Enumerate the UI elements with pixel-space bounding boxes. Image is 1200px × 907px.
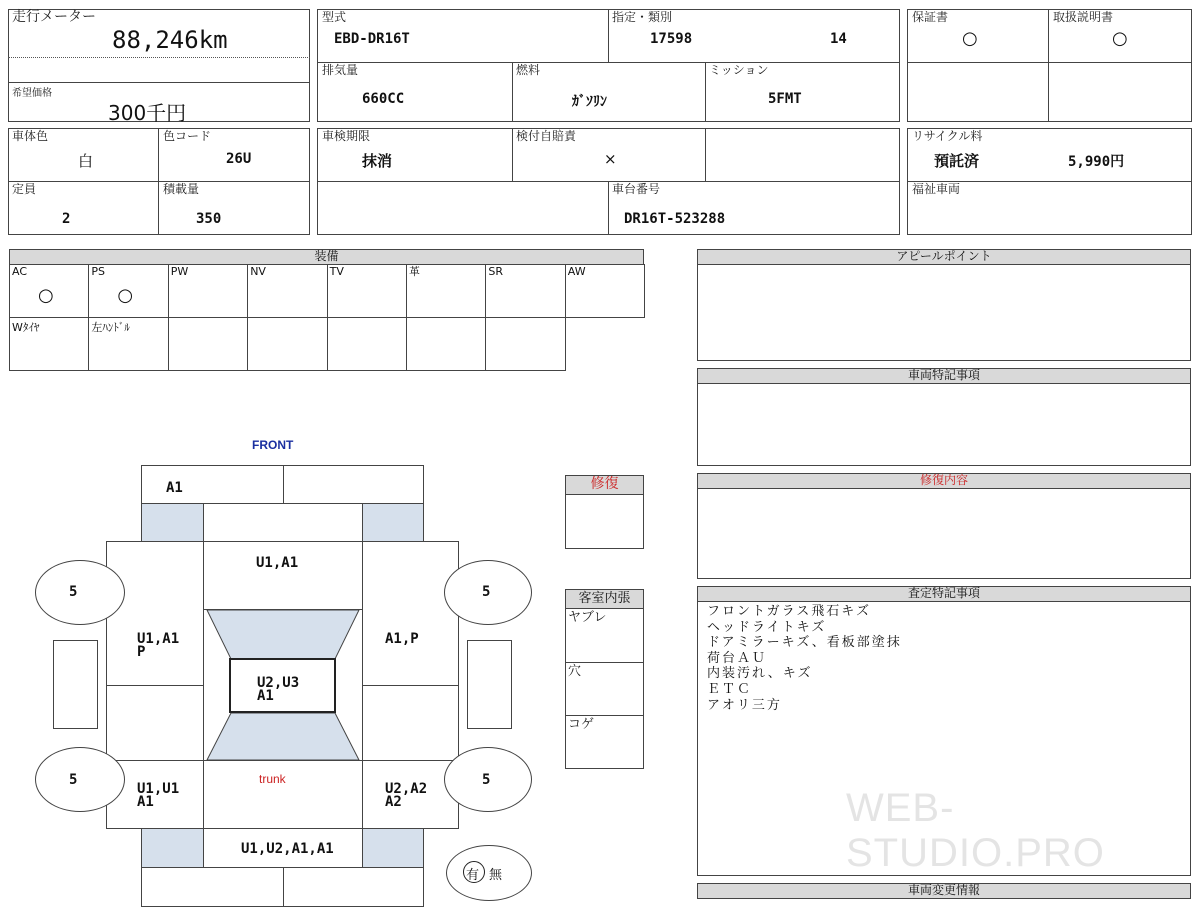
color-code-value: 26U: [226, 151, 252, 167]
capacity-value: 2: [62, 211, 71, 227]
mission-value: 5FMT: [768, 91, 802, 107]
front-bumper-left: [141, 465, 284, 504]
repair-header: 修復: [565, 475, 644, 495]
odometer-value: 88,246km: [112, 26, 228, 54]
equipment-cell-2: [88, 264, 168, 318]
odometer-divider: [8, 57, 310, 58]
equipment-option-label: 左ﾊﾝﾄﾞﾙ: [91, 321, 130, 334]
tire-rl-value: 5: [69, 772, 78, 788]
interior-label-3: コゲ: [568, 717, 595, 732]
special-header: 車両特記事項: [697, 368, 1191, 384]
displacement-value: 660CC: [362, 91, 405, 107]
special-box: [697, 383, 1191, 466]
tire-fl-value: 5: [69, 584, 78, 600]
equipment-cell-8: [565, 264, 645, 318]
interior-header: 客室内張: [565, 589, 644, 609]
assessment-header: 査定特記事項: [697, 586, 1191, 602]
assessment-line: フロントガラス飛石キズ: [707, 604, 871, 619]
rear-panel-left: [141, 867, 284, 907]
load-value: 350: [196, 211, 222, 227]
tire-front-left: [35, 560, 125, 625]
equipment-label: PW: [170, 265, 189, 278]
equipment-option-cell-7: [485, 317, 565, 371]
tire-rr-value: 5: [482, 772, 491, 788]
equipment-option-cell-3: [168, 317, 248, 371]
equipment-label: SR: [488, 265, 504, 278]
repair-detail-box: [697, 488, 1191, 579]
equipment-cell-4: [247, 264, 327, 318]
equipment-cell-3: [168, 264, 248, 318]
equipment-label: 革: [409, 265, 420, 278]
watermark: WEB-STUDIO.PRO: [846, 786, 1105, 875]
rear-panel-right: [283, 867, 424, 907]
repair-box: [565, 494, 644, 549]
chassis-value: DR16T-523288: [624, 211, 726, 227]
left-rear-note: U1,U1 A1: [137, 781, 180, 810]
equipment-option-cell-4: [247, 317, 327, 371]
recycle-label: リサイクル料: [912, 129, 983, 143]
equipment-option-label: Wﾀｲﾔ: [12, 321, 40, 334]
no-label: 無: [489, 868, 503, 883]
right-rear-pillar: [362, 828, 424, 868]
left-rear-pillar: [141, 828, 204, 868]
equipment-cell-5: [327, 264, 407, 318]
equipment-label: PS: [91, 265, 106, 278]
change-header: 車両変更情報: [697, 883, 1191, 899]
load-label: 積載量: [163, 182, 200, 196]
hood-note: U1,A1: [256, 555, 299, 571]
left-mirror: [53, 640, 98, 729]
body-color-value: 白: [78, 152, 94, 170]
front-bumper-note: A1: [166, 480, 183, 496]
equipment-option-cell-1: [9, 317, 89, 371]
assessment-line: ドアミラーキズ、看板部塗抹: [707, 635, 902, 651]
body-color-label: 車体色: [12, 129, 49, 143]
mission-label: ミッション: [709, 63, 769, 77]
assessment-line: アオリ三方: [707, 697, 782, 713]
recycle-status: 預託済: [934, 152, 980, 170]
assessment-line: 荷台ＡＵ: [707, 650, 768, 666]
assessment-line: ＥＴＣ: [707, 682, 753, 697]
odometer-label: 走行メーター: [12, 9, 96, 25]
manual-mark: ○: [1112, 28, 1128, 49]
equipment-option-cell-2: [88, 317, 168, 371]
right-mirror: [467, 640, 512, 729]
trunk-label: trunk: [259, 772, 286, 786]
inspection-value: 抹消: [362, 152, 393, 170]
recycle-amount: 5,990円: [1068, 154, 1125, 170]
designation-label: 指定・類別: [612, 10, 673, 24]
equipment-label: AC: [12, 265, 28, 278]
welfare-label: 福祉車両: [912, 182, 961, 196]
left-front-door-note: U1,A1 P: [137, 631, 180, 660]
insurance-value: ×: [604, 150, 617, 168]
inspection-label: 車検期限: [322, 129, 371, 143]
equipment-label: AW: [567, 265, 586, 278]
price-label: 希望価格: [12, 88, 52, 99]
displacement-label: 排気量: [322, 63, 359, 77]
equipment-option-cell-6: [406, 317, 486, 371]
front-bumper-right: [283, 465, 424, 504]
equipment-label: NV: [250, 265, 266, 278]
interior-label-2: 穴: [568, 664, 582, 679]
left-front-pillar: [141, 503, 204, 542]
equipment-cell-6: [406, 264, 486, 318]
roof-note: U2,U3 A1: [257, 675, 300, 704]
model-label: 型式: [322, 10, 347, 24]
color-code-label: 色コード: [163, 129, 212, 143]
chassis-label: 車台番号: [612, 182, 661, 196]
equipment-mark: ○: [38, 285, 54, 306]
model-value: EBD-DR16T: [334, 31, 410, 47]
interior-label-1: ヤブレ: [568, 610, 607, 625]
right-front-door-note: A1,P: [385, 631, 419, 647]
warranty-label: 保証書: [912, 10, 949, 24]
rear-bumper-note: U1,U2,A1,A1: [241, 841, 334, 857]
price-value: 300千円: [108, 101, 187, 125]
fuel-value: ｶﾞｿﾘﾝ: [572, 94, 607, 110]
capacity-label: 定員: [12, 182, 37, 196]
assessment-line: ヘッドライトキズ: [707, 619, 827, 635]
category-value: 14: [830, 31, 847, 47]
warranty-box: [907, 9, 1192, 122]
designation-value: 17598: [650, 31, 693, 47]
equipment-cell-1: [9, 264, 89, 318]
fuel-label: 燃料: [516, 63, 541, 77]
front-windshield-area: [203, 503, 363, 542]
appeal-header: アピールポイント: [697, 249, 1191, 265]
equipment-header: 装備: [9, 249, 644, 265]
equipment-mark: ○: [117, 285, 134, 306]
repair-detail-header: 修復内容: [697, 473, 1191, 489]
insurance-label: 検付自賠責: [516, 129, 577, 143]
tire-rear-left: [35, 747, 125, 812]
equipment-cell-7: [485, 264, 565, 318]
yes-label: 有: [466, 868, 480, 883]
right-rear-note: U2,A2 A2: [385, 781, 428, 810]
equipment-label: TV: [329, 265, 344, 278]
front-label: FRONT: [252, 438, 294, 452]
tire-fr-value: 5: [482, 584, 491, 600]
warranty-mark: ○: [962, 28, 978, 49]
appeal-box: [697, 264, 1191, 361]
equipment-option-cell-5: [327, 317, 407, 371]
right-front-pillar: [362, 503, 424, 542]
manual-label: 取扱説明書: [1053, 10, 1114, 24]
assessment-line: 内装汚れ、キズ: [707, 666, 813, 682]
